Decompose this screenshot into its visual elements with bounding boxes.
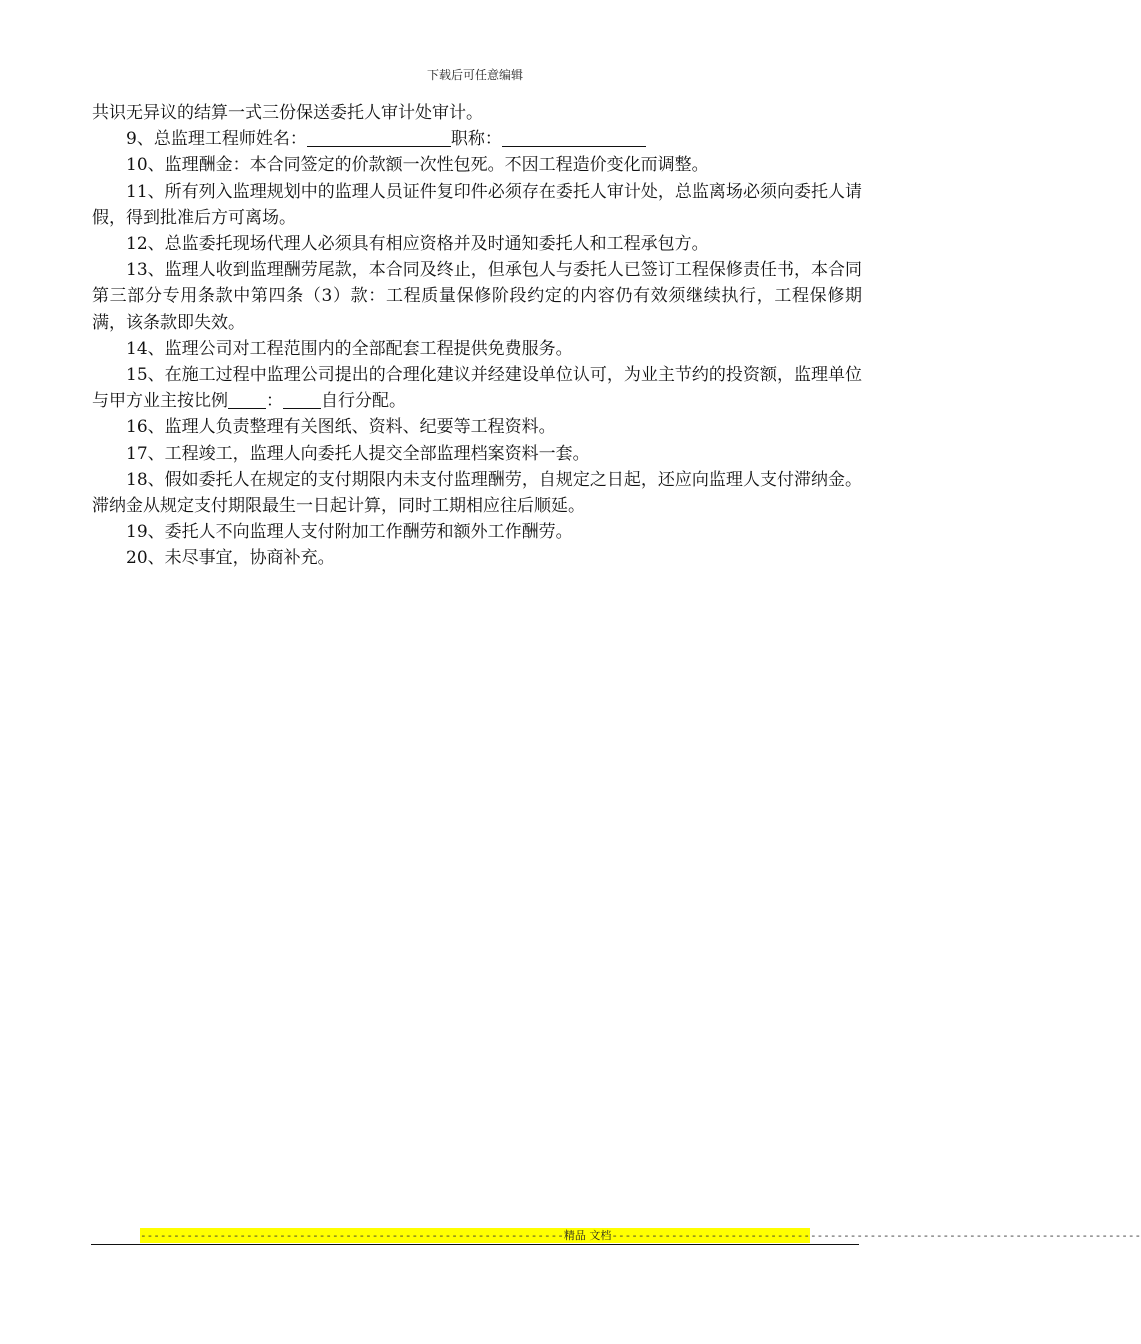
engineer-title-blank bbox=[502, 129, 646, 147]
clause-16: 16、监理人负责整理有关图纸、资料、纪要等工程资料。 bbox=[126, 417, 556, 438]
paragraph-continuation: 共识无异议的结算一式三份保送委托人审计处审计。 bbox=[92, 103, 483, 123]
footer-dashes-right: -------------------------------------------------------------------------------- bbox=[611, 1229, 1141, 1242]
clause-18: 18、假如委托人在规定的支付期限内未支付监理酬劳，自规定之日起，还应向监理人支付滞纳金。滞纳金从规定支付期限最生一日起计算，同时工期相应往后顺延。 bbox=[92, 469, 862, 517]
ratio-colon: ： bbox=[266, 391, 283, 412]
ratio-blank-right bbox=[283, 391, 321, 409]
footer-dashes-left: ---------------------------------------------------------------- bbox=[140, 1229, 564, 1242]
clause-14: 14、监理公司对工程范围内的全部配套工程提供免费服务。 bbox=[126, 338, 573, 359]
clause-9-label: 9、总监理工程师姓名： bbox=[126, 129, 307, 150]
clause-9-title-label: 职称： bbox=[450, 129, 502, 150]
clause-9 bbox=[92, 126, 862, 152]
clause-11: 11、所有列入监理规划中的监理人员证件复印件必须存在委托人审计处，总监离场必须向委托人请假，得到批准后方可离场。 bbox=[92, 181, 862, 228]
clause-15 bbox=[92, 362, 862, 414]
footer-banner bbox=[140, 1228, 1141, 1243]
clause-10: 10、监理酬金：本合同签定的价款额一次性包死。不因工程造价变化而调整。 bbox=[126, 155, 709, 176]
clause-15-suffix: 自行分配。 bbox=[321, 391, 406, 412]
engineer-name-blank bbox=[307, 129, 451, 147]
clause-15-text: 15、在施工过程中监理公司提出的合理化建议并经建设单位认可，为业主节约的投资额，监理单位与甲方业主按比例 bbox=[92, 365, 862, 412]
clause-20: 20、未尽事宜，协商补充。 bbox=[126, 548, 335, 569]
document-body bbox=[92, 100, 862, 572]
footer-divider bbox=[91, 1244, 859, 1245]
footer-label: 精品 文档 bbox=[563, 1229, 612, 1242]
clause-13: 13、监理人收到监理酬劳尾款，本合同及终止，但承包人与委托人已签订工程保修责任书，本合同第三部分专用条款中第四条（3）款：工程质量保修阶段约定的内容仍有效须继续执行，工程保修期满，该条款即失效。 bbox=[92, 260, 862, 333]
clause-19: 19、委托人不向监理人支付附加工作酬劳和额外工作酬劳。 bbox=[126, 522, 573, 543]
clause-17: 17、工程竣工，监理人向委托人提交全部监理档案资料一套。 bbox=[126, 443, 590, 464]
page-header: 下载后可任意编辑 bbox=[426, 68, 523, 82]
clause-12: 12、总监委托现场代理人必须具有相应资格并及时通知委托人和工程承包方。 bbox=[126, 234, 709, 255]
ratio-blank-left bbox=[228, 391, 266, 409]
